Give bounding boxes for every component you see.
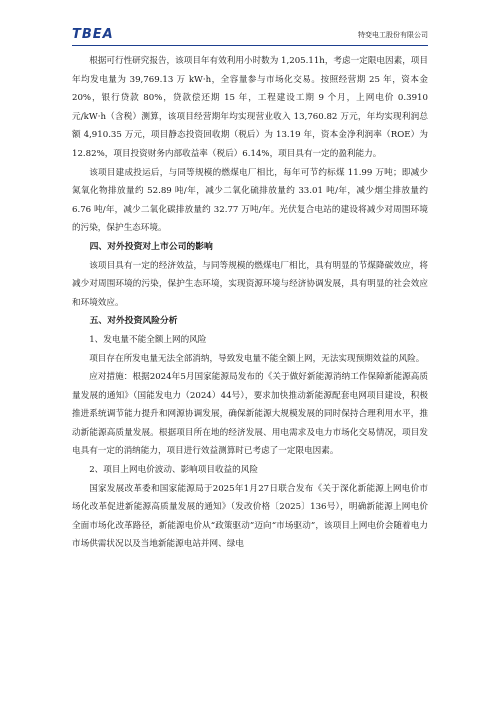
- section-heading-risks: 五、对外投资风险分析: [89, 316, 178, 327]
- paragraph-impact: 该项目具有一定的经济效益，与同等规模的燃煤电厂相比，具有明显的节煤降碳效应，将减少对周围环境的污染，保护生态环境，实现资源环境与经济协调发展，具有明显的社会效应和环境效应。: [72, 260, 428, 308]
- paragraph-risk-2: 国家发展改革委和国家能源局于2025年1月27日联合发布《关于深化新能源上网电价市场化改革促进新能源高质量发展的通知》（发改价格〔2025〕136号），明确新能源上网电价全面市场化改革路径，新能源电价从“政策驱动”迈向“市场驱动”，该项目上网电价会随着电力市场供需状况以及当地新能源电站并网、绿电: [72, 483, 428, 550]
- paragraph-profitability: 根据可行性研究报告，该项目年有效利用小时数为 1,205.11h，考虑一定限电因素，项目年均发电量为 39,769.13 万 kW·h，全容量参与市场化交易。按照经营期 25 年，资本金 20%，银行贷款 80%，贷款偿还期 15 年，工程建设工期 9 个月，上网电价 0.3910 元/kW·h（含税）测算，该项目经营期年均实现营业收入 13,760.82 万元，年均实现利润总额 4,910.35 万元，项目静态投资回收期（税后）为 13.19 年，资本金净利润率（ROE）为 12.82%，项目投资财务内部收益率（税后）6.14%，项目具有一定的盈利能力。: [72, 56, 428, 159]
- page-header: [72, 24, 428, 44]
- paragraph-risk-1: 项目存在所发电量无法全部消纳，导致发电量不能全额上网，无法实现预期效益的风险。: [89, 353, 425, 364]
- company-name: 特变电工股份有限公司: [358, 31, 428, 39]
- section-heading-impact: 四、对外投资对上市公司的影响: [89, 241, 213, 252]
- tbea-logo: TBEA: [72, 27, 114, 42]
- header-divider: [72, 45, 428, 46]
- document-body: [72, 52, 428, 702]
- paragraph-environment: 该项目建成投运后，与同等规模的燃煤电厂相比，每年可节约标煤 11.99 万吨；即减少氮氧化物排放量约 52.89 吨/年，减少二氧化硫排放量约 33.01 吨/年，减少烟尘排放量约 6.76 吨/年，减少二氧化碳排放量约 32.77 万吨/年。光伏复合电站的建设将减少对周围环境的污染，保护生态环境。: [72, 167, 428, 234]
- subheading-risk-2: 2、项目上网电价波动、影响项目收益的风险: [89, 465, 258, 476]
- paragraph-countermeasures: 应对措施：根据2024年5月国家能源局发布的《关于做好新能源消纳工作保障新能源高质量发展的通知》（国能发电力（2024）44号），要求加快推动新能源配套电网项目建设，积极推进系统调节能力提升和网源协调发展，确保新能源大规模发展的同时保持合理利用水平，推动新能源高质量发展。根据项目所在地的经济发展、用电需求及电力市场化交易情况，项目发电具有一定的消纳能力，项目进行效益测算时已考虑了一定限电因素。: [72, 372, 428, 457]
- subheading-risk-1: 1、发电量不能全额上网的风险: [89, 334, 207, 345]
